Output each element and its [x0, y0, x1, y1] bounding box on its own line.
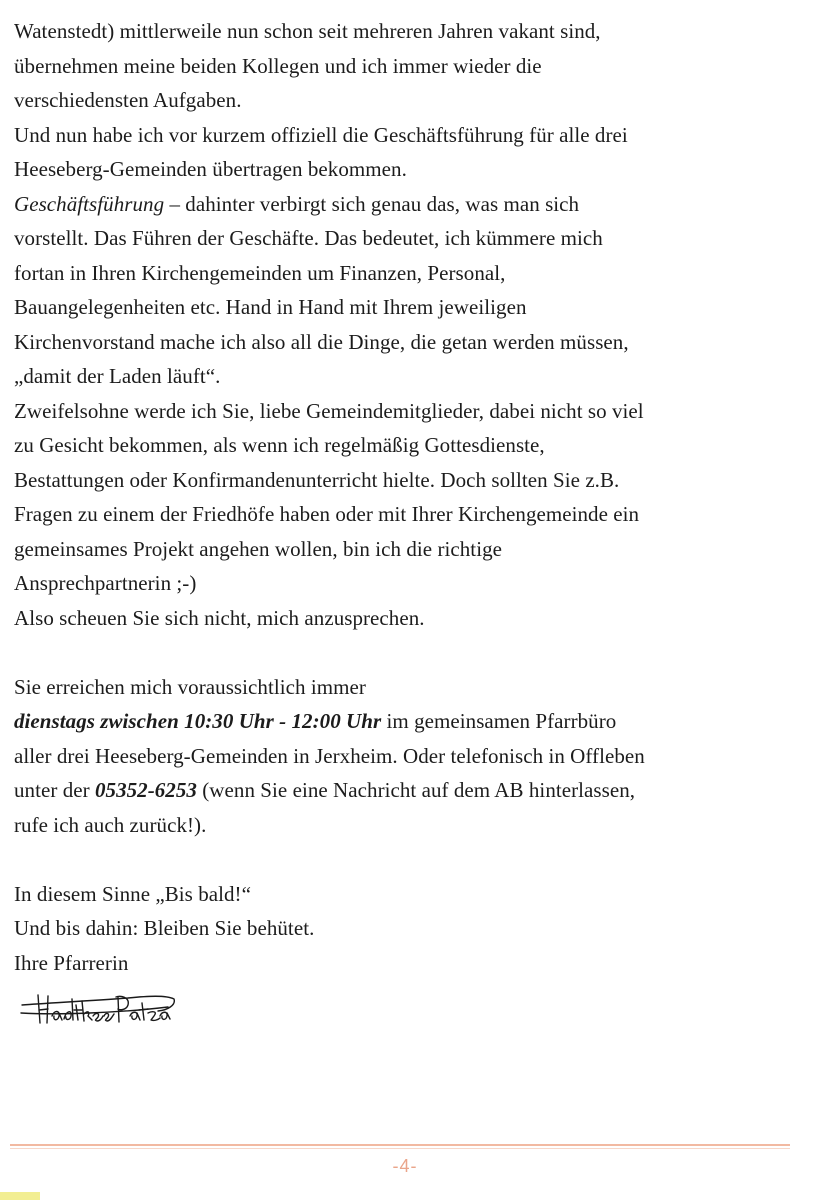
paragraph-vacancies — [14, 14, 814, 118]
text-line: rufe ich auch zurück!). — [14, 812, 207, 837]
text-line — [14, 704, 814, 739]
handwritten-signature — [18, 983, 178, 1033]
text-line: Watenstedt) mittlerweile nun schon seit mehreren Jahren vakant sind, — [14, 19, 601, 43]
text-line: Heeseberg-Gemeinden übertragen bekommen. — [14, 157, 407, 181]
scan-corner-mark — [0, 1192, 40, 1200]
text-line: verschiedensten Aufgaben. — [14, 88, 242, 112]
page-number: -4- — [392, 1156, 418, 1176]
paragraph-appointment — [14, 118, 814, 187]
text-line: gemeinsames Projekt angehen wollen, bin ich die richtige — [14, 536, 502, 561]
text-segment: (wenn Sie eine Nachricht auf dem AB hinterlassen, — [196, 778, 636, 802]
text-segment: im gemeinsamen Pfarrbüro — [381, 709, 617, 733]
text-line — [14, 187, 814, 222]
text-line: Bestattungen oder Konfirmandenunterricht hielte. Doch sollten Sie z.B. — [14, 467, 620, 492]
text-line: übernehmen meine beiden Kollegen und ich immer wieder die — [14, 53, 542, 78]
phone-number: 05352-6253 — [94, 778, 197, 802]
office-hours: dienstags zwischen 10:30 Uhr - 12:00 Uhr — [14, 709, 382, 733]
text-line: Kirchenvorstand mache ich also all die Dinge, die getan werden müssen, — [14, 329, 629, 354]
text-segment: unter der — [14, 778, 95, 802]
text-line: Fragen zu einem der Friedhöfe haben oder mit Ihrer Kirchengemeinde ein — [14, 502, 640, 526]
text-line: Und nun habe ich vor kurzem offiziell die Geschäftsführung für alle drei — [14, 122, 628, 147]
text-line: vorstellt. Das Führen der Geschäfte. Das bedeutet, ich kümmere mich — [14, 226, 603, 250]
text-line: „damit der Laden läuft“. — [14, 364, 221, 388]
paragraph-contact-offer — [14, 394, 814, 636]
letter-body — [14, 14, 814, 980]
text-line: aller drei Heeseberg-Gemeinden in Jerxheim. Oder telefonisch in Offleben — [14, 743, 645, 768]
text-line: Also scheuen Sie sich nicht, mich anzusprechen. — [14, 605, 425, 630]
paragraph-gap — [14, 635, 814, 670]
footer-divider-shadow — [10, 1148, 790, 1149]
text-line: fortan in Ihren Kirchengemeinden um Finanzen, Personal, — [14, 260, 506, 285]
text-line: zu Gesicht bekommen, als wenn ich regelmäßig Gottesdienste, — [14, 433, 545, 457]
text-line: Ihre Pfarrerin — [14, 950, 129, 975]
text-line: Zweifelsohne werde ich Sie, liebe Gemeindemitglieder, dabei nicht so viel — [14, 398, 644, 423]
closing — [14, 877, 814, 981]
paragraph-office-hours — [14, 670, 814, 843]
text-line — [14, 773, 814, 808]
text-line: Und bis dahin: Bleiben Sie behütet. — [14, 916, 315, 940]
signature-text: Hedtke-Patza — [18, 1031, 29, 1033]
paragraph-management — [14, 187, 814, 394]
footer-divider — [10, 1144, 790, 1146]
text-line: Ansprechpartnerin ;-) — [14, 571, 197, 595]
emphasized-term: Geschäftsführung — [14, 191, 165, 216]
text-line: Bauangelegenheiten etc. Hand in Hand mit Ihrem jeweiligen — [14, 295, 527, 319]
paragraph-gap — [14, 842, 814, 877]
text-segment: – dahinter verbirgt sich genau das, was man sich — [164, 191, 580, 216]
text-line: In diesem Sinne „Bis bald!“ — [14, 881, 251, 906]
text-line: Sie erreichen mich voraussichtlich immer — [14, 674, 366, 699]
